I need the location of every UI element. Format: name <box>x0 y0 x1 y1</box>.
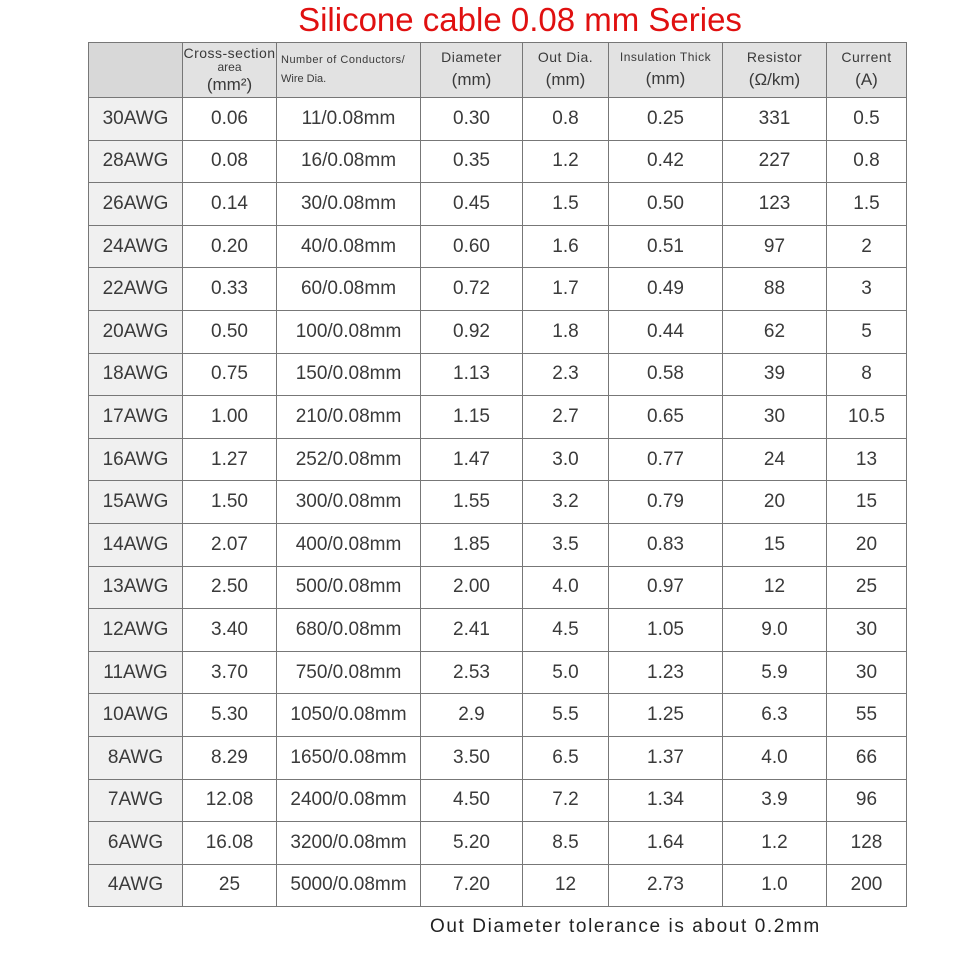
cell-area: 0.14 <box>183 183 277 226</box>
cell-current: 55 <box>827 694 907 737</box>
cell-current: 30 <box>827 651 907 694</box>
cell-area: 1.50 <box>183 481 277 524</box>
cell-current: 13 <box>827 438 907 481</box>
cell-resistor: 88 <box>723 268 827 311</box>
cell-diameter: 1.47 <box>421 438 523 481</box>
cell-diameter: 2.00 <box>421 566 523 609</box>
cell-awg: 17AWG <box>89 396 183 439</box>
cell-conductors: 100/0.08mm <box>277 310 421 353</box>
cell-out-dia: 3.0 <box>523 438 609 481</box>
cell-insulation: 1.37 <box>609 736 723 779</box>
cell-out-dia: 8.5 <box>523 822 609 865</box>
cell-area: 3.70 <box>183 651 277 694</box>
cell-current: 128 <box>827 822 907 865</box>
cell-out-dia: 1.2 <box>523 140 609 183</box>
cell-awg: 8AWG <box>89 736 183 779</box>
cell-out-dia: 4.0 <box>523 566 609 609</box>
table-row <box>89 396 907 439</box>
header-diameter-unit: (mm) <box>451 70 492 89</box>
cell-out-dia: 6.5 <box>523 736 609 779</box>
cell-insulation: 0.49 <box>609 268 723 311</box>
cell-current: 10.5 <box>827 396 907 439</box>
cell-conductors: 11/0.08mm <box>277 98 421 141</box>
table-row <box>89 651 907 694</box>
header-cross-section-label: Cross-section <box>183 44 276 61</box>
cell-current: 200 <box>827 864 907 907</box>
cell-area: 1.00 <box>183 396 277 439</box>
cell-insulation: 1.25 <box>609 694 723 737</box>
cell-resistor: 1.2 <box>723 822 827 865</box>
cell-diameter: 2.41 <box>421 609 523 652</box>
header-resistor-unit: (Ω/km) <box>748 70 801 89</box>
page-title: Silicone cable 0.08 mm Series <box>298 1 742 38</box>
cell-conductors: 16/0.08mm <box>277 140 421 183</box>
header-conductors-label: Number of Conductors/ <box>281 54 406 66</box>
cell-awg: 16AWG <box>89 438 183 481</box>
cell-resistor: 20 <box>723 481 827 524</box>
header-conductors <box>277 43 421 98</box>
cell-insulation: 0.50 <box>609 183 723 226</box>
cell-diameter: 0.92 <box>421 310 523 353</box>
cell-current: 8 <box>827 353 907 396</box>
cell-area: 25 <box>183 864 277 907</box>
header-awg <box>89 43 183 98</box>
table-row <box>89 523 907 566</box>
cell-out-dia: 12 <box>523 864 609 907</box>
cell-diameter: 5.20 <box>421 822 523 865</box>
cell-awg: 7AWG <box>89 779 183 822</box>
cell-conductors: 500/0.08mm <box>277 566 421 609</box>
cell-awg: 15AWG <box>89 481 183 524</box>
cell-resistor: 3.9 <box>723 779 827 822</box>
header-cross-section-sub: area <box>217 59 242 74</box>
header-resistor <box>723 43 827 98</box>
cell-insulation: 1.23 <box>609 651 723 694</box>
cell-insulation: 0.25 <box>609 98 723 141</box>
cell-diameter: 0.72 <box>421 268 523 311</box>
cell-insulation: 0.65 <box>609 396 723 439</box>
cell-conductors: 300/0.08mm <box>277 481 421 524</box>
header-row <box>89 43 907 98</box>
header-diameter <box>421 43 523 98</box>
cell-resistor: 227 <box>723 140 827 183</box>
cell-diameter: 0.35 <box>421 140 523 183</box>
cell-conductors: 680/0.08mm <box>277 609 421 652</box>
cell-conductors: 5000/0.08mm <box>277 864 421 907</box>
cell-conductors: 3200/0.08mm <box>277 822 421 865</box>
header-insulation-label: Insulation Thick <box>619 49 712 64</box>
cell-conductors: 150/0.08mm <box>277 353 421 396</box>
cell-area: 2.07 <box>183 523 277 566</box>
cell-diameter: 2.53 <box>421 651 523 694</box>
cell-area: 8.29 <box>183 736 277 779</box>
table-row <box>89 694 907 737</box>
cell-diameter: 2.9 <box>421 694 523 737</box>
table-row <box>89 353 907 396</box>
cell-insulation: 1.64 <box>609 822 723 865</box>
cell-current: 30 <box>827 609 907 652</box>
cell-resistor: 39 <box>723 353 827 396</box>
header-insulation-unit: (mm) <box>645 68 686 88</box>
cell-awg: 6AWG <box>89 822 183 865</box>
cell-insulation: 0.42 <box>609 140 723 183</box>
cell-insulation: 0.79 <box>609 481 723 524</box>
cell-current: 5 <box>827 310 907 353</box>
cell-insulation: 0.83 <box>609 523 723 566</box>
cell-out-dia: 2.7 <box>523 396 609 439</box>
footnote-tolerance: Out Diameter tolerance is about 0.2mm <box>430 916 821 937</box>
header-conductors-sub: Wire Dia. <box>281 73 327 85</box>
cell-awg: 13AWG <box>89 566 183 609</box>
cell-resistor: 12 <box>723 566 827 609</box>
cell-current: 3 <box>827 268 907 311</box>
table-header <box>89 43 907 98</box>
cell-area: 1.27 <box>183 438 277 481</box>
cell-resistor: 30 <box>723 396 827 439</box>
cell-area: 0.33 <box>183 268 277 311</box>
cell-resistor: 62 <box>723 310 827 353</box>
cell-resistor: 331 <box>723 98 827 141</box>
cell-area: 0.75 <box>183 353 277 396</box>
cell-out-dia: 1.5 <box>523 183 609 226</box>
cell-diameter: 7.20 <box>421 864 523 907</box>
header-insulation <box>609 43 723 98</box>
cell-out-dia: 2.3 <box>523 353 609 396</box>
header-resistor-label: Resistor <box>746 49 803 65</box>
cell-conductors: 400/0.08mm <box>277 523 421 566</box>
cell-awg: 22AWG <box>89 268 183 311</box>
cell-insulation: 1.34 <box>609 779 723 822</box>
cell-conductors: 2400/0.08mm <box>277 779 421 822</box>
cell-awg: 12AWG <box>89 609 183 652</box>
header-current-label: Current <box>841 49 892 65</box>
cell-current: 1.5 <box>827 183 907 226</box>
cell-diameter: 1.15 <box>421 396 523 439</box>
cell-area: 2.50 <box>183 566 277 609</box>
cell-insulation: 0.58 <box>609 353 723 396</box>
table-body <box>89 98 907 907</box>
cell-insulation: 2.73 <box>609 864 723 907</box>
cell-insulation: 0.77 <box>609 438 723 481</box>
cell-insulation: 0.97 <box>609 566 723 609</box>
header-out-dia-label: Out Dia. <box>537 49 594 65</box>
cell-awg: 26AWG <box>89 183 183 226</box>
cell-area: 5.30 <box>183 694 277 737</box>
cell-out-dia: 0.8 <box>523 98 609 141</box>
cell-resistor: 97 <box>723 225 827 268</box>
cell-resistor: 6.3 <box>723 694 827 737</box>
table-row <box>89 822 907 865</box>
cell-awg: 24AWG <box>89 225 183 268</box>
table-row <box>89 310 907 353</box>
cell-resistor: 4.0 <box>723 736 827 779</box>
cell-conductors: 1650/0.08mm <box>277 736 421 779</box>
cell-diameter: 4.50 <box>421 779 523 822</box>
cell-area: 0.08 <box>183 140 277 183</box>
cell-out-dia: 5.5 <box>523 694 609 737</box>
cell-out-dia: 1.8 <box>523 310 609 353</box>
cell-diameter: 0.30 <box>421 98 523 141</box>
cell-awg: 10AWG <box>89 694 183 737</box>
table-row <box>89 481 907 524</box>
cell-area: 3.40 <box>183 609 277 652</box>
cell-conductors: 60/0.08mm <box>277 268 421 311</box>
cell-conductors: 750/0.08mm <box>277 651 421 694</box>
cell-awg: 4AWG <box>89 864 183 907</box>
cell-resistor: 1.0 <box>723 864 827 907</box>
cell-conductors: 30/0.08mm <box>277 183 421 226</box>
table-row <box>89 566 907 609</box>
header-diameter-label: Diameter <box>441 49 502 65</box>
cell-current: 0.5 <box>827 98 907 141</box>
cell-out-dia: 3.5 <box>523 523 609 566</box>
table-row <box>89 438 907 481</box>
cell-resistor: 123 <box>723 183 827 226</box>
cell-diameter: 0.45 <box>421 183 523 226</box>
header-out-dia <box>523 43 609 98</box>
cell-out-dia: 3.2 <box>523 481 609 524</box>
cell-current: 20 <box>827 523 907 566</box>
cell-diameter: 0.60 <box>421 225 523 268</box>
cell-out-dia: 5.0 <box>523 651 609 694</box>
cell-resistor: 15 <box>723 523 827 566</box>
cell-current: 96 <box>827 779 907 822</box>
cell-area: 16.08 <box>183 822 277 865</box>
cell-awg: 30AWG <box>89 98 183 141</box>
cell-out-dia: 1.6 <box>523 225 609 268</box>
cell-resistor: 9.0 <box>723 609 827 652</box>
cell-current: 0.8 <box>827 140 907 183</box>
header-cross-section <box>183 43 277 98</box>
cell-current: 66 <box>827 736 907 779</box>
header-current-unit: (A) <box>855 70 878 89</box>
cell-insulation: 0.44 <box>609 310 723 353</box>
table-row <box>89 609 907 652</box>
spec-table <box>88 42 907 907</box>
cell-diameter: 1.13 <box>421 353 523 396</box>
cell-awg: 18AWG <box>89 353 183 396</box>
cell-current: 2 <box>827 225 907 268</box>
table-row <box>89 98 907 141</box>
cell-area: 0.20 <box>183 225 277 268</box>
header-current <box>827 43 907 98</box>
cell-diameter: 1.85 <box>421 523 523 566</box>
header-cross-section-unit: (mm²) <box>206 74 253 94</box>
cell-awg: 28AWG <box>89 140 183 183</box>
cell-resistor: 5.9 <box>723 651 827 694</box>
cell-diameter: 1.55 <box>421 481 523 524</box>
header-out-dia-unit: (mm) <box>545 70 586 89</box>
table-row <box>89 779 907 822</box>
cell-conductors: 210/0.08mm <box>277 396 421 439</box>
cell-current: 25 <box>827 566 907 609</box>
cell-out-dia: 4.5 <box>523 609 609 652</box>
cell-insulation: 1.05 <box>609 609 723 652</box>
cell-insulation: 0.51 <box>609 225 723 268</box>
cell-awg: 20AWG <box>89 310 183 353</box>
table-row <box>89 225 907 268</box>
table-row <box>89 183 907 226</box>
cell-current: 15 <box>827 481 907 524</box>
cell-resistor: 24 <box>723 438 827 481</box>
table-row <box>89 268 907 311</box>
cell-area: 0.50 <box>183 310 277 353</box>
cell-out-dia: 7.2 <box>523 779 609 822</box>
cell-out-dia: 1.7 <box>523 268 609 311</box>
table-row <box>89 864 907 907</box>
cell-area: 0.06 <box>183 98 277 141</box>
cell-conductors: 40/0.08mm <box>277 225 421 268</box>
cell-awg: 11AWG <box>89 651 183 694</box>
cell-conductors: 1050/0.08mm <box>277 694 421 737</box>
cell-awg: 14AWG <box>89 523 183 566</box>
cell-area: 12.08 <box>183 779 277 822</box>
table-row <box>89 736 907 779</box>
cell-diameter: 3.50 <box>421 736 523 779</box>
table-row <box>89 140 907 183</box>
cell-conductors: 252/0.08mm <box>277 438 421 481</box>
